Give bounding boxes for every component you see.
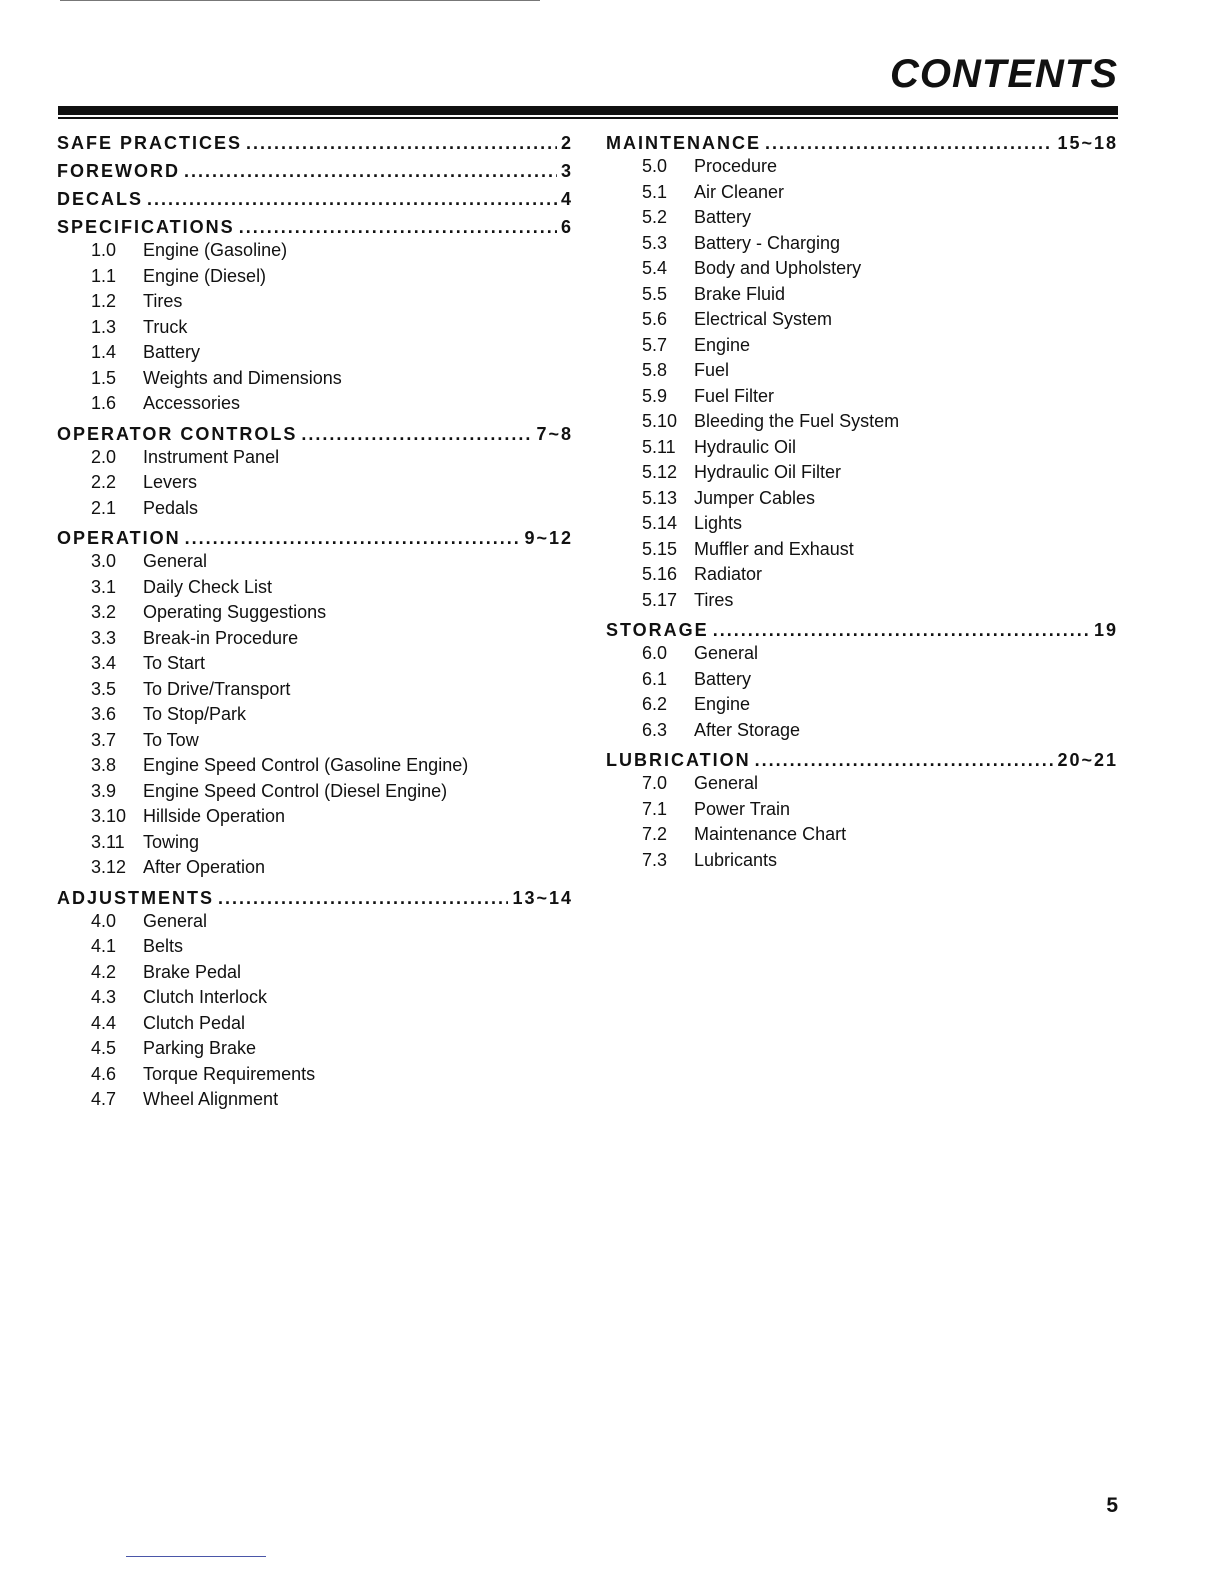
item-number: 4.2 <box>91 961 117 982</box>
section-title: FOREWORD <box>57 161 180 181</box>
item-label: Maintenance Chart <box>694 824 847 844</box>
item-label: Clutch Interlock <box>143 987 268 1007</box>
toc-section <box>57 216 573 417</box>
toc-section-heading <box>606 132 1118 154</box>
scan-edge-line <box>60 0 540 1</box>
item-number: 2.2 <box>91 472 117 492</box>
item-label: Levers <box>143 472 198 492</box>
toc-section <box>606 619 1118 743</box>
dot-leader <box>185 527 521 549</box>
item-label: General <box>143 551 208 571</box>
item-label: Instrument Panel <box>143 446 280 467</box>
item-label: Jumper Cables <box>694 487 816 508</box>
toc-item <box>57 470 573 496</box>
item-label: Fuel Filter <box>694 385 775 406</box>
toc-item <box>606 358 1118 384</box>
item-label: Battery <box>694 207 752 227</box>
item-label: Break-in Procedure <box>143 627 299 648</box>
item-label: Weights and Dimensions <box>143 367 342 388</box>
item-label: General <box>694 643 759 663</box>
toc-item <box>57 238 573 264</box>
item-label: Hydraulic Oil <box>694 436 797 457</box>
item-number: 5.4 <box>642 258 668 278</box>
item-label: To Tow <box>143 729 199 750</box>
dot-leader <box>713 619 1090 641</box>
item-number: 3.9 <box>91 780 117 801</box>
section-page-ref: 2 <box>560 133 573 153</box>
toc-section <box>606 749 1118 873</box>
toc-item <box>606 822 1118 848</box>
item-number: 3.7 <box>91 729 117 750</box>
section-page-ref: 20~21 <box>1057 750 1118 770</box>
item-number: 5.17 <box>642 589 678 610</box>
item-label: Body and Upholstery <box>694 258 862 278</box>
item-label: Electrical System <box>694 309 833 329</box>
toc-item <box>57 264 573 290</box>
toc-item <box>57 600 573 626</box>
item-number: 7.3 <box>642 849 668 870</box>
toc-item <box>57 779 573 805</box>
toc-section-heading <box>57 132 573 154</box>
toc-item <box>57 651 573 677</box>
dot-leader <box>184 160 557 182</box>
item-number: 4.0 <box>91 910 117 931</box>
item-number: 3.12 <box>91 857 127 877</box>
toc-item <box>606 180 1118 206</box>
item-number: 1.5 <box>91 367 117 388</box>
section-title: SAFE PRACTICES <box>57 133 243 153</box>
item-number: 3.8 <box>91 755 117 775</box>
item-number: 1.4 <box>91 342 117 362</box>
toc-item <box>606 435 1118 461</box>
item-label: Tires <box>694 589 734 610</box>
toc-section-heading <box>57 887 573 909</box>
item-number: 3.1 <box>91 576 117 597</box>
item-label: Wheel Alignment <box>143 1089 279 1109</box>
section-title: SPECIFICATIONS <box>57 217 235 237</box>
page-number: 5 <box>1106 1494 1118 1517</box>
toc-item <box>57 340 573 366</box>
item-label: Tires <box>143 291 183 311</box>
item-number: 1.6 <box>91 393 117 413</box>
item-number: 7.2 <box>642 824 668 844</box>
toc-item <box>57 445 573 471</box>
toc-item <box>57 391 573 417</box>
item-number: 5.13 <box>642 487 678 508</box>
toc-section-heading <box>57 188 573 210</box>
toc-item <box>57 677 573 703</box>
section-title: OPERATION <box>57 528 181 548</box>
toc-section-heading <box>57 527 573 549</box>
item-number: 5.10 <box>642 411 678 431</box>
toc-item <box>57 1036 573 1062</box>
section-page-ref: 4 <box>560 189 573 209</box>
item-label: Torque Requirements <box>143 1063 316 1084</box>
toc-section <box>57 527 573 881</box>
item-label: Fuel <box>694 360 730 380</box>
section-page-ref: 19 <box>1093 620 1118 640</box>
toc-item <box>606 486 1118 512</box>
section-title: MAINTENANCE <box>606 133 761 153</box>
item-number: 5.3 <box>642 232 668 253</box>
item-number: 5.7 <box>642 334 668 355</box>
item-label: Pedals <box>143 497 199 518</box>
toc-section <box>57 188 573 210</box>
toc-section-heading <box>606 619 1118 641</box>
dot-leader <box>755 749 1054 771</box>
item-number: 5.15 <box>642 538 678 559</box>
item-label: Engine (Gasoline) <box>143 240 288 260</box>
toc-item <box>57 496 573 522</box>
dot-leader <box>765 132 1053 154</box>
item-label: Parking Brake <box>143 1038 257 1058</box>
toc-item <box>606 588 1118 614</box>
toc-item <box>606 460 1118 486</box>
item-number: 3.6 <box>91 704 117 724</box>
item-number: 5.12 <box>642 462 678 482</box>
section-title: DECALS <box>57 189 144 209</box>
item-label: Power Train <box>694 798 791 819</box>
toc-item <box>606 307 1118 333</box>
section-page-ref: 9~12 <box>524 528 573 548</box>
section-title: OPERATOR CONTROLS <box>57 423 298 444</box>
toc-item <box>57 289 573 315</box>
item-number: 4.6 <box>91 1063 117 1084</box>
item-number: 4.3 <box>91 987 117 1007</box>
item-label: Lubricants <box>694 849 778 870</box>
toc-item <box>57 549 573 575</box>
item-label: Hillside Operation <box>143 806 286 826</box>
item-number: 5.5 <box>642 283 668 304</box>
item-number: 5.8 <box>642 360 668 380</box>
section-title: ADJUSTMENTS <box>57 887 215 908</box>
item-label: Engine <box>694 334 751 355</box>
item-number: 4.7 <box>91 1089 117 1109</box>
header-rule-thin <box>58 117 1118 119</box>
item-number: 5.14 <box>642 513 678 533</box>
toc-item <box>57 575 573 601</box>
toc-item <box>606 667 1118 693</box>
toc-item <box>606 384 1118 410</box>
item-label: Battery <box>694 668 752 689</box>
item-number: 1.0 <box>91 240 117 260</box>
toc-section <box>606 132 1118 613</box>
toc-item <box>57 728 573 754</box>
item-number: 6.3 <box>642 719 668 740</box>
toc-item <box>606 231 1118 257</box>
toc-item <box>606 256 1118 282</box>
item-label: Muffler and Exhaust <box>694 538 854 559</box>
item-number: 6.2 <box>642 694 668 714</box>
item-label: Brake Fluid <box>694 283 786 304</box>
toc-item <box>57 855 573 881</box>
toc-item <box>57 702 573 728</box>
toc-section <box>57 132 573 154</box>
item-label: Truck <box>143 316 188 337</box>
item-label: Procedure <box>694 156 778 176</box>
scan-mark <box>126 1556 266 1557</box>
item-label: Battery - Charging <box>694 232 841 253</box>
item-number: 3.0 <box>91 551 117 571</box>
toc-item <box>57 804 573 830</box>
item-number: 3.5 <box>91 678 117 699</box>
item-number: 2.1 <box>91 497 117 518</box>
toc-section <box>57 160 573 182</box>
toc-item <box>57 934 573 960</box>
item-number: 3.4 <box>91 653 117 673</box>
item-label: Daily Check List <box>143 576 273 597</box>
item-label: Hydraulic Oil Filter <box>694 462 842 482</box>
item-label: Engine Speed Control (Diesel Engine) <box>143 780 448 801</box>
toc-item <box>606 848 1118 874</box>
item-number: 1.3 <box>91 316 117 337</box>
toc-item <box>606 409 1118 435</box>
dot-leader <box>218 887 508 909</box>
item-number: 7.0 <box>642 773 668 793</box>
item-label: After Storage <box>694 719 801 740</box>
toc-section-heading <box>57 423 573 445</box>
item-label: Clutch Pedal <box>143 1012 246 1033</box>
toc-item <box>606 562 1118 588</box>
item-label: Accessories <box>143 393 241 413</box>
item-number: 5.1 <box>642 181 668 202</box>
item-label: To Start <box>143 653 206 673</box>
section-page-ref: 7~8 <box>536 423 573 444</box>
item-number: 4.1 <box>91 936 117 956</box>
toc-section <box>57 423 573 522</box>
toc-item <box>57 1011 573 1037</box>
toc-section-heading <box>57 216 573 238</box>
toc-item <box>57 830 573 856</box>
item-number: 2.0 <box>91 446 117 467</box>
item-number: 4.5 <box>91 1038 117 1058</box>
item-number: 7.1 <box>642 798 668 819</box>
toc-item <box>606 537 1118 563</box>
section-page-ref: 13~14 <box>512 887 573 908</box>
item-number: 5.0 <box>642 156 668 176</box>
item-number: 6.1 <box>642 668 668 689</box>
item-label: After Operation <box>143 857 266 877</box>
section-page-ref: 3 <box>560 161 573 181</box>
toc-item <box>606 641 1118 667</box>
item-label: Lights <box>694 513 743 533</box>
item-label: General <box>143 910 208 931</box>
toc-item <box>57 985 573 1011</box>
item-label: Engine (Diesel) <box>143 265 267 286</box>
item-number: 3.3 <box>91 627 117 648</box>
dot-leader <box>246 132 557 154</box>
item-number: 5.6 <box>642 309 668 329</box>
toc-item <box>57 626 573 652</box>
item-label: General <box>694 773 759 793</box>
section-page-ref: 6 <box>560 217 573 237</box>
toc-item <box>57 1062 573 1088</box>
item-number: 1.2 <box>91 291 117 311</box>
item-label: Engine <box>694 694 751 714</box>
dot-leader <box>147 188 557 210</box>
item-label: Belts <box>143 936 184 956</box>
toc-section-heading <box>57 160 573 182</box>
item-label: Bleeding the Fuel System <box>694 411 900 431</box>
toc-item <box>606 511 1118 537</box>
item-label: To Drive/Transport <box>143 678 291 699</box>
toc-item <box>57 909 573 935</box>
header-rule-thick <box>58 106 1118 115</box>
item-number: 4.4 <box>91 1012 117 1033</box>
toc-item <box>606 692 1118 718</box>
toc-item <box>606 718 1118 744</box>
toc-item <box>606 771 1118 797</box>
item-label: Air Cleaner <box>694 181 785 202</box>
item-number: 6.0 <box>642 643 668 663</box>
item-label: Operating Suggestions <box>143 602 327 622</box>
toc-left-column <box>57 132 573 1119</box>
toc-item <box>57 753 573 779</box>
toc-section-heading <box>606 749 1118 771</box>
item-number: 5.16 <box>642 564 678 584</box>
item-number: 1.1 <box>91 265 117 286</box>
page-title: CONTENTS <box>890 52 1118 96</box>
toc-item <box>57 960 573 986</box>
item-number: 3.11 <box>91 831 125 852</box>
item-label: Brake Pedal <box>143 961 242 982</box>
toc-right-column <box>606 132 1118 879</box>
toc-section <box>57 887 573 1113</box>
dot-leader <box>301 423 532 445</box>
toc-item <box>606 797 1118 823</box>
item-label: Battery <box>143 342 201 362</box>
dot-leader <box>239 216 557 238</box>
section-title: STORAGE <box>606 620 709 640</box>
item-label: To Stop/Park <box>143 704 247 724</box>
toc-item <box>606 205 1118 231</box>
toc-item <box>57 315 573 341</box>
item-number: 5.2 <box>642 207 668 227</box>
toc-item <box>606 333 1118 359</box>
toc-item <box>57 1087 573 1113</box>
item-label: Radiator <box>694 564 763 584</box>
section-page-ref: 15~18 <box>1057 133 1118 153</box>
toc-item <box>606 154 1118 180</box>
item-number: 3.2 <box>91 602 117 622</box>
toc-item <box>57 366 573 392</box>
item-label: Towing <box>143 831 200 852</box>
item-number: 5.11 <box>642 436 676 457</box>
section-title: LUBRICATION <box>606 750 751 770</box>
item-label: Engine Speed Control (Gasoline Engine) <box>143 755 469 775</box>
toc-item <box>606 282 1118 308</box>
item-number: 5.9 <box>642 385 668 406</box>
item-number: 3.10 <box>91 806 127 826</box>
